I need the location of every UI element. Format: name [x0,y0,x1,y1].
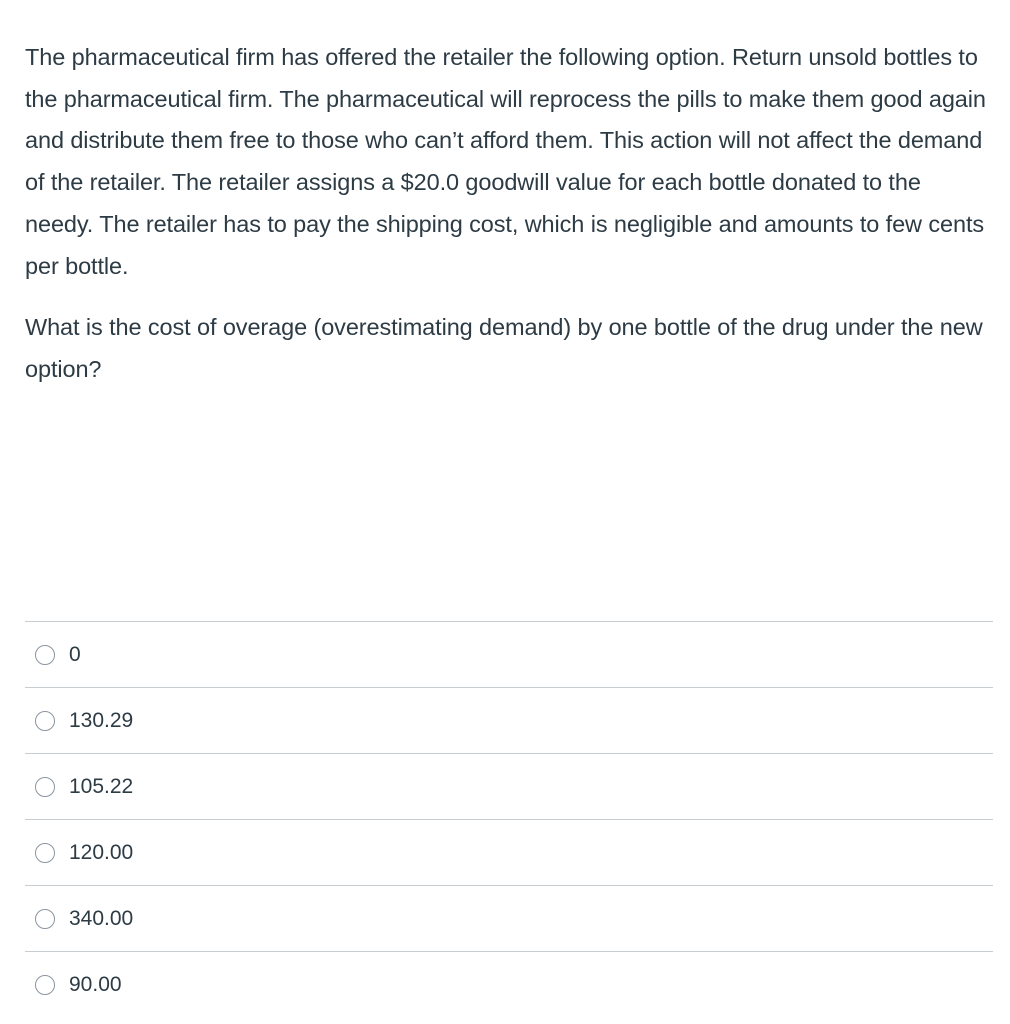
answer-label: 120.00 [69,840,134,864]
radio-button[interactable] [35,843,55,863]
question-paragraph-scenario: The pharmaceutical firm has offered the retailer the following option. Return unsold bottles to the pharmaceutical firm. The pharmaceutical will reprocess the pills to make them good again and distribute them free to those who can’t afford them. This action will not affect the demand of the retailer. The retailer assigns a $20.0 goodwill value for each bottle donated to the needy. The retailer has to pay the shipping cost, which is negligible and amounts to few cents per bottle. [25,44,986,279]
answer-label: 105.22 [69,774,134,798]
answer-option[interactable] [25,820,993,886]
question-text [25,37,990,391]
radio-button[interactable] [35,975,55,995]
radio-button[interactable] [35,711,55,731]
radio-button[interactable] [35,909,55,929]
answer-label: 90.00 [69,972,122,996]
question-paragraph-prompt: What is the cost of overage (overestimating demand) by one bottle of the drug under the new option? [25,314,983,382]
answer-label: 0 [69,642,81,666]
answer-option[interactable] [25,622,993,688]
answer-option[interactable] [25,952,993,1017]
answer-option[interactable] [25,754,993,820]
radio-button[interactable] [35,645,55,665]
answer-list [25,621,993,1017]
answer-label: 340.00 [69,906,134,930]
answer-option[interactable] [25,688,993,754]
radio-button[interactable] [35,777,55,797]
answer-label: 130.29 [69,708,134,732]
answer-option[interactable] [25,886,993,952]
